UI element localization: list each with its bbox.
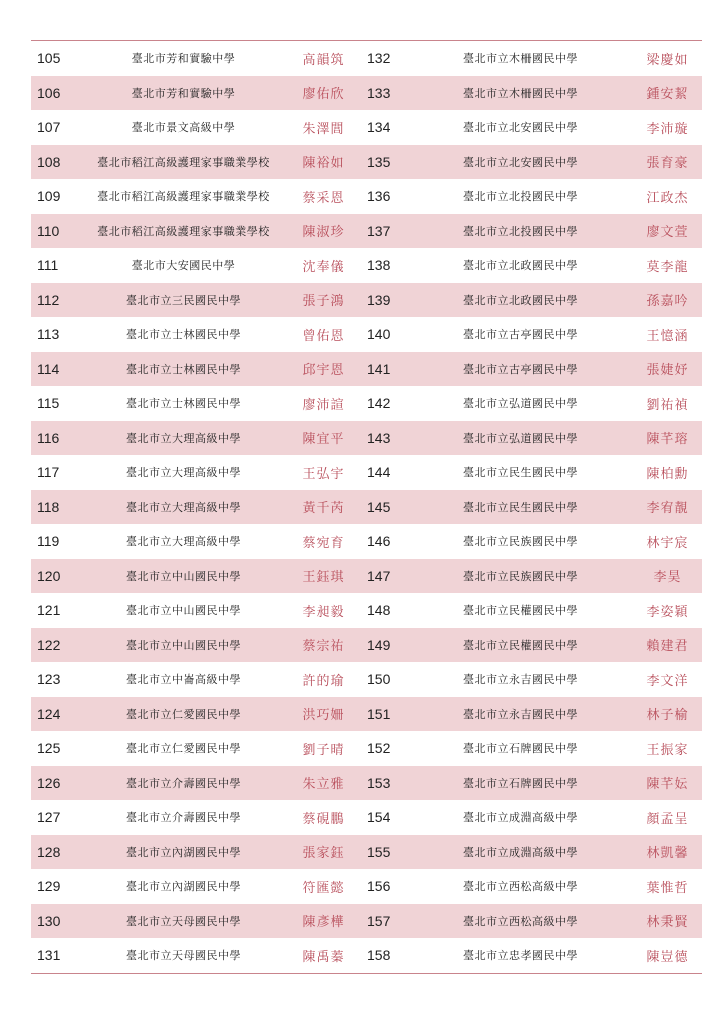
school-name-right: 臺北市立民族國民中學 xyxy=(463,535,578,549)
school-name-right: 臺北市立民權國民中學 xyxy=(463,604,578,618)
table-row xyxy=(31,766,702,801)
entry-number-right: 140 xyxy=(367,326,391,343)
school-name-right: 臺北市立民族國民中學 xyxy=(463,569,578,583)
student-name-left: 李昶毅 xyxy=(302,604,345,620)
student-name-left: 王鈺琪 xyxy=(302,570,345,586)
entry-number-right: 149 xyxy=(367,636,391,653)
student-name-left: 張子鴻 xyxy=(302,294,345,310)
school-name-right: 臺北市立弘道國民中學 xyxy=(463,397,578,411)
table-row xyxy=(31,352,702,387)
entry-number-right: 156 xyxy=(367,878,391,895)
school-name-left: 臺北市芳和實驗中學 xyxy=(131,52,236,66)
school-name-right: 臺北市立石牌國民中學 xyxy=(463,742,578,756)
student-name-left: 廖佑欣 xyxy=(302,87,345,103)
entry-number-left: 127 xyxy=(37,809,61,826)
entry-number-left: 107 xyxy=(37,119,61,136)
student-name-right: 林凱馨 xyxy=(646,846,689,862)
table-row xyxy=(31,76,702,111)
entry-number-right: 136 xyxy=(367,188,391,205)
entry-number-right: 141 xyxy=(367,360,391,377)
student-name-right: 陳柏勳 xyxy=(646,466,689,482)
school-name-right: 臺北市立木柵國民中學 xyxy=(463,52,578,66)
student-name-right: 江政杰 xyxy=(646,190,689,206)
student-name-left: 王弘宇 xyxy=(302,466,345,482)
school-name-left: 臺北市立大理高級中學 xyxy=(126,535,241,549)
student-name-right: 王振家 xyxy=(646,742,689,758)
school-name-right: 臺北市立弘道國民中學 xyxy=(463,431,578,445)
school-name-left: 臺北市立大理高級中學 xyxy=(126,466,241,480)
entry-number-right: 155 xyxy=(367,843,391,860)
entry-number-right: 152 xyxy=(367,740,391,757)
student-name-right: 李姿穎 xyxy=(646,604,689,620)
entry-number-left: 115 xyxy=(37,395,60,412)
student-name-left: 廖沛諠 xyxy=(302,397,345,413)
student-name-left: 朱澤閭 xyxy=(302,121,345,137)
school-name-left: 臺北市立中崙高級中學 xyxy=(126,673,241,687)
entry-number-left: 108 xyxy=(37,153,61,170)
student-name-left: 黃千芮 xyxy=(302,501,345,517)
student-name-right: 李宥靚 xyxy=(646,501,689,517)
school-name-right: 臺北市立古亭國民中學 xyxy=(463,328,578,342)
entry-number-right: 146 xyxy=(367,533,391,550)
entry-number-left: 128 xyxy=(37,843,61,860)
student-name-right: 林宇宸 xyxy=(646,535,689,551)
entry-number-left: 118 xyxy=(37,498,60,515)
student-name-left: 蔡硯鵬 xyxy=(302,811,345,827)
school-name-left: 臺北市立天母國民中學 xyxy=(126,914,241,928)
entry-number-left: 110 xyxy=(37,222,60,239)
student-name-right: 李昊 xyxy=(653,570,682,586)
student-name-left: 朱立雅 xyxy=(302,777,345,793)
school-name-right: 臺北市立民生國民中學 xyxy=(463,466,578,480)
school-name-left: 臺北市立內湖國民中學 xyxy=(126,845,241,859)
school-name-left: 臺北市立士林國民中學 xyxy=(126,362,241,376)
school-name-left: 臺北市立中山國民中學 xyxy=(126,604,241,618)
entry-number-right: 148 xyxy=(367,602,391,619)
student-name-right: 廖文萱 xyxy=(646,225,689,241)
student-name-left: 蔡宗祐 xyxy=(302,639,345,655)
entry-number-right: 150 xyxy=(367,671,391,688)
school-name-right: 臺北市立北政國民中學 xyxy=(463,293,578,307)
entry-number-left: 130 xyxy=(37,912,61,929)
entry-number-left: 116 xyxy=(37,429,60,446)
entry-number-right: 135 xyxy=(367,153,391,170)
entry-number-right: 142 xyxy=(367,395,391,412)
student-name-left: 許的瑜 xyxy=(302,673,345,689)
table-row xyxy=(31,731,702,766)
entry-number-left: 125 xyxy=(37,740,61,757)
school-name-left: 臺北市稻江高級護理家事職業學校 xyxy=(97,224,270,238)
school-name-left: 臺北市稻江高級護理家事職業學校 xyxy=(97,155,270,169)
school-name-right: 臺北市立忠孝國民中學 xyxy=(463,949,578,963)
school-name-right: 臺北市立永吉國民中學 xyxy=(463,673,578,687)
school-name-left: 臺北市立內湖國民中學 xyxy=(126,880,241,894)
student-name-left: 蔡宛育 xyxy=(302,535,345,551)
student-name-left: 陳彥樺 xyxy=(302,915,345,931)
student-name-left: 蔡采恩 xyxy=(302,190,345,206)
student-name-right: 顏孟呈 xyxy=(646,811,689,827)
table-row xyxy=(31,386,702,421)
school-name-left: 臺北市立介壽國民中學 xyxy=(126,811,241,825)
school-name-right: 臺北市立民生國民中學 xyxy=(463,500,578,514)
entry-number-left: 112 xyxy=(37,291,60,308)
table-row xyxy=(31,248,702,283)
student-name-right: 張婕妤 xyxy=(646,363,689,379)
entry-number-left: 105 xyxy=(37,50,61,67)
entry-number-right: 154 xyxy=(367,809,391,826)
student-name-left: 邱宇恩 xyxy=(302,363,345,379)
school-name-left: 臺北市立天母國民中學 xyxy=(126,949,241,963)
school-name-right: 臺北市立民權國民中學 xyxy=(463,638,578,652)
student-name-left: 陳禹蓁 xyxy=(302,949,345,965)
entry-number-left: 114 xyxy=(37,360,60,377)
table-row xyxy=(31,455,702,490)
table-row xyxy=(31,110,702,145)
student-name-left: 陳裕如 xyxy=(302,156,345,172)
student-name-left: 陳淑珍 xyxy=(302,225,345,241)
student-name-right: 梁慶如 xyxy=(646,52,689,68)
school-name-left: 臺北市芳和實驗中學 xyxy=(131,86,236,100)
school-name-left: 臺北市立仁愛國民中學 xyxy=(126,742,241,756)
entry-number-left: 121 xyxy=(37,602,61,619)
school-name-right: 臺北市立成淵高級中學 xyxy=(463,811,578,825)
entry-number-right: 132 xyxy=(367,50,391,67)
student-name-right: 張育豪 xyxy=(646,156,689,172)
table-row xyxy=(31,662,702,697)
entry-number-right: 134 xyxy=(367,119,391,136)
school-name-left: 臺北市景文高級中學 xyxy=(131,121,236,135)
school-name-left: 臺北市立介壽國民中學 xyxy=(126,776,241,790)
student-name-right: 王憶涵 xyxy=(646,328,689,344)
student-name-right: 葉惟哲 xyxy=(646,880,689,896)
school-name-right: 臺北市立成淵高級中學 xyxy=(463,845,578,859)
entry-number-left: 109 xyxy=(37,188,61,205)
table-row xyxy=(31,145,702,180)
table-row xyxy=(31,904,702,939)
student-name-left: 劉子晴 xyxy=(302,742,345,758)
entry-number-right: 158 xyxy=(367,947,391,964)
school-name-right: 臺北市立西松高級中學 xyxy=(463,880,578,894)
entry-number-left: 113 xyxy=(37,326,60,343)
school-name-left: 臺北市稻江高級護理家事職業學校 xyxy=(97,190,270,204)
entry-number-left: 126 xyxy=(37,774,61,791)
student-name-right: 陳芊瑢 xyxy=(646,432,689,448)
student-name-right: 莫李龍 xyxy=(646,259,689,275)
entry-number-right: 143 xyxy=(367,429,391,446)
entry-number-right: 133 xyxy=(367,84,391,101)
school-name-left: 臺北市立中山國民中學 xyxy=(126,638,241,652)
student-name-left: 符匯懿 xyxy=(302,880,345,896)
table-row xyxy=(31,835,702,870)
student-name-left: 張家鈺 xyxy=(302,846,345,862)
table-row xyxy=(31,41,702,76)
entry-number-right: 151 xyxy=(367,705,391,722)
student-name-right: 賴建君 xyxy=(646,639,689,655)
school-name-left: 臺北市立士林國民中學 xyxy=(126,328,241,342)
entry-number-right: 147 xyxy=(367,567,391,584)
school-name-right: 臺北市立古亭國民中學 xyxy=(463,362,578,376)
table-row xyxy=(31,938,702,973)
entry-number-left: 117 xyxy=(37,464,60,481)
entry-number-right: 145 xyxy=(367,498,391,515)
school-name-right: 臺北市立北政國民中學 xyxy=(463,259,578,273)
student-name-right: 鍾安絜 xyxy=(646,87,689,103)
table-row xyxy=(31,317,702,352)
student-name-left: 高韻筑 xyxy=(302,52,345,68)
school-name-left: 臺北市立三民國民中學 xyxy=(126,293,241,307)
school-name-right: 臺北市立木柵國民中學 xyxy=(463,86,578,100)
student-name-right: 李沛璇 xyxy=(646,121,689,137)
roster-table xyxy=(31,40,702,974)
entry-number-left: 119 xyxy=(37,533,60,550)
entry-number-left: 129 xyxy=(37,878,61,895)
table-row xyxy=(31,697,702,732)
table-row xyxy=(31,559,702,594)
entry-number-right: 137 xyxy=(367,222,391,239)
entry-number-left: 106 xyxy=(37,84,61,101)
student-name-right: 林子榆 xyxy=(646,708,689,724)
school-name-left: 臺北市大安國民中學 xyxy=(131,259,236,273)
student-name-left: 沈奉儀 xyxy=(302,259,345,275)
school-name-right: 臺北市立西松高級中學 xyxy=(463,914,578,928)
student-name-right: 孫嘉吟 xyxy=(646,294,689,310)
table-row xyxy=(31,214,702,249)
school-name-left: 臺北市立士林國民中學 xyxy=(126,397,241,411)
school-name-right: 臺北市立北安國民中學 xyxy=(463,121,578,135)
table-row xyxy=(31,593,702,628)
table-row xyxy=(31,421,702,456)
school-name-left: 臺北市立中山國民中學 xyxy=(126,569,241,583)
student-name-right: 陳豈德 xyxy=(646,949,689,965)
table-row xyxy=(31,628,702,663)
table-row xyxy=(31,283,702,318)
student-name-right: 陳芊妘 xyxy=(646,777,689,793)
school-name-right: 臺北市立北投國民中學 xyxy=(463,224,578,238)
entry-number-left: 131 xyxy=(37,947,61,964)
table-row xyxy=(31,524,702,559)
school-name-right: 臺北市立北安國民中學 xyxy=(463,155,578,169)
entry-number-left: 122 xyxy=(37,636,61,653)
school-name-right: 臺北市立北投國民中學 xyxy=(463,190,578,204)
entry-number-right: 139 xyxy=(367,291,391,308)
school-name-right: 臺北市立永吉國民中學 xyxy=(463,707,578,721)
school-name-left: 臺北市立大理高級中學 xyxy=(126,500,241,514)
table-row xyxy=(31,179,702,214)
table-row xyxy=(31,490,702,525)
entry-number-right: 144 xyxy=(367,464,391,481)
school-name-left: 臺北市立大理高級中學 xyxy=(126,431,241,445)
student-name-left: 陳宜平 xyxy=(302,432,345,448)
student-name-right: 李文洋 xyxy=(646,673,689,689)
entry-number-right: 153 xyxy=(367,774,391,791)
entry-number-right: 138 xyxy=(367,257,391,274)
entry-number-left: 123 xyxy=(37,671,61,688)
entry-number-left: 111 xyxy=(37,257,59,274)
table-row xyxy=(31,800,702,835)
student-name-left: 曾佑恩 xyxy=(302,328,345,344)
student-name-right: 林秉賢 xyxy=(646,915,689,931)
student-name-right: 劉祐禎 xyxy=(646,397,689,413)
entry-number-left: 124 xyxy=(37,705,61,722)
entry-number-right: 157 xyxy=(367,912,391,929)
school-name-left: 臺北市立仁愛國民中學 xyxy=(126,707,241,721)
school-name-right: 臺北市立石牌國民中學 xyxy=(463,776,578,790)
entry-number-left: 120 xyxy=(37,567,61,584)
table-row xyxy=(31,869,702,904)
student-name-left: 洪巧姍 xyxy=(302,708,345,724)
